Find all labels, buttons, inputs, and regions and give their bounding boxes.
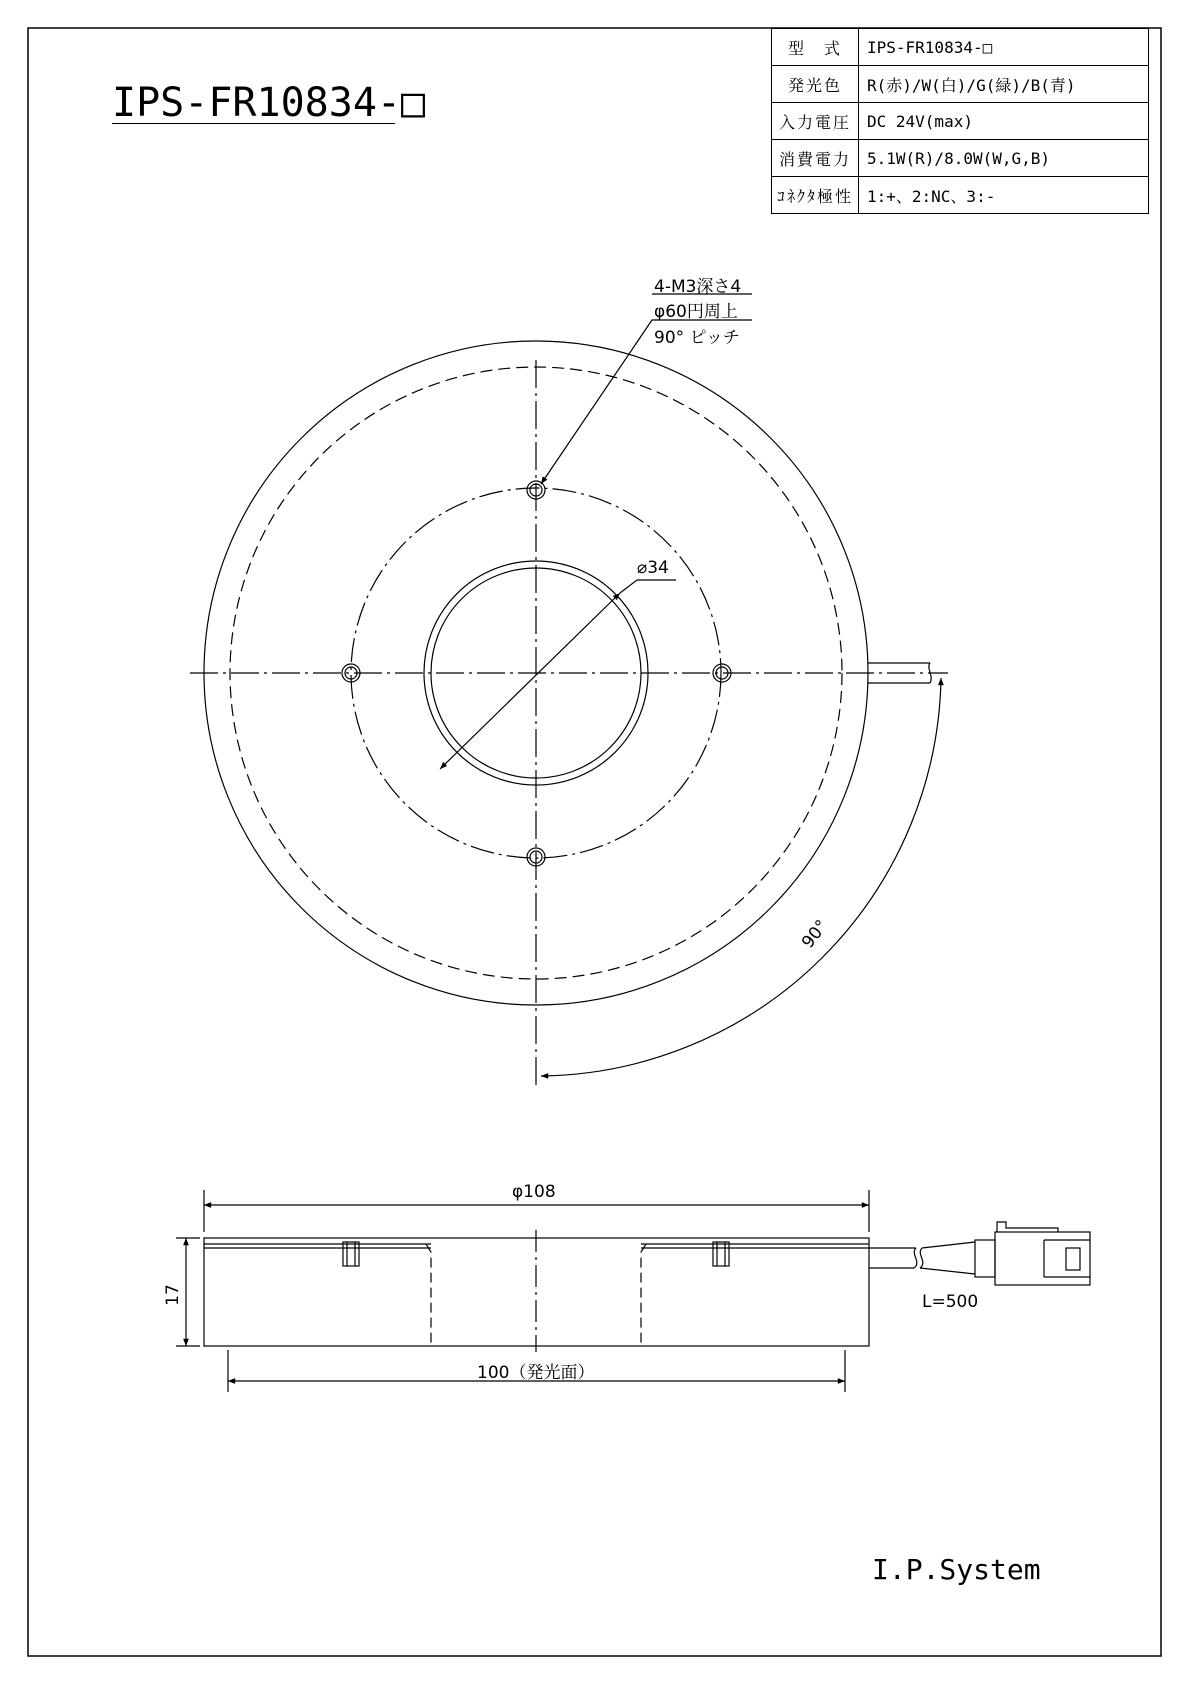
spec-value: 5.1W(R)/8.0W(W,G,B) [859,140,1149,177]
spec-value: DC 24V(max) [859,103,1149,140]
spec-row [772,103,1149,140]
inner-diameter-dim-line [440,593,620,769]
spec-value: R(赤)/W(白)/G(緑)/B(青) [859,66,1149,103]
hole-note-line3: 90° ピッチ [654,328,740,348]
angle-arc [541,678,941,1076]
title-underline [112,123,395,124]
angle-label: 90° [798,916,833,953]
top-view [190,294,948,1085]
spec-value: IPS-FR10834-□ [859,29,1149,66]
hole-note-line2: φ60円周上 [654,302,738,322]
spec-key: 入力電圧 [772,103,859,140]
spec-key: 消費電力 [772,140,859,177]
company-name: I.P.System [872,1553,1041,1586]
outer-diameter-label: φ108 [512,1182,556,1202]
spec-value: 1:+、2:NC、3:- [859,177,1149,214]
spec-table [771,28,1149,214]
spec-row [772,177,1149,214]
spec-row [772,29,1149,66]
sheet-border [28,28,1161,1656]
emitting-face-label: 100（発光面） [477,1363,595,1383]
side-view [176,1190,1090,1392]
cable-side [869,1242,975,1274]
height-label: 17 [162,1284,183,1306]
spec-key: ｺﾈｸﾀ極性 [772,177,859,214]
inner-diameter-label: ⌀34 [637,558,669,578]
inner-diameter-leader [620,580,637,593]
spec-row [772,140,1149,177]
connector [975,1222,1090,1285]
drawing-title: IPS-FR10834-□ [112,80,426,126]
spec-row [772,66,1149,103]
spec-key: 型 式 [772,29,859,66]
cable-length-label: L=500 [922,1292,979,1312]
recess-left [426,1244,431,1346]
spec-key: 発光色 [772,66,859,103]
recess-right [641,1244,646,1346]
hole-note-line1: 4-M3深さ4 [654,277,742,297]
